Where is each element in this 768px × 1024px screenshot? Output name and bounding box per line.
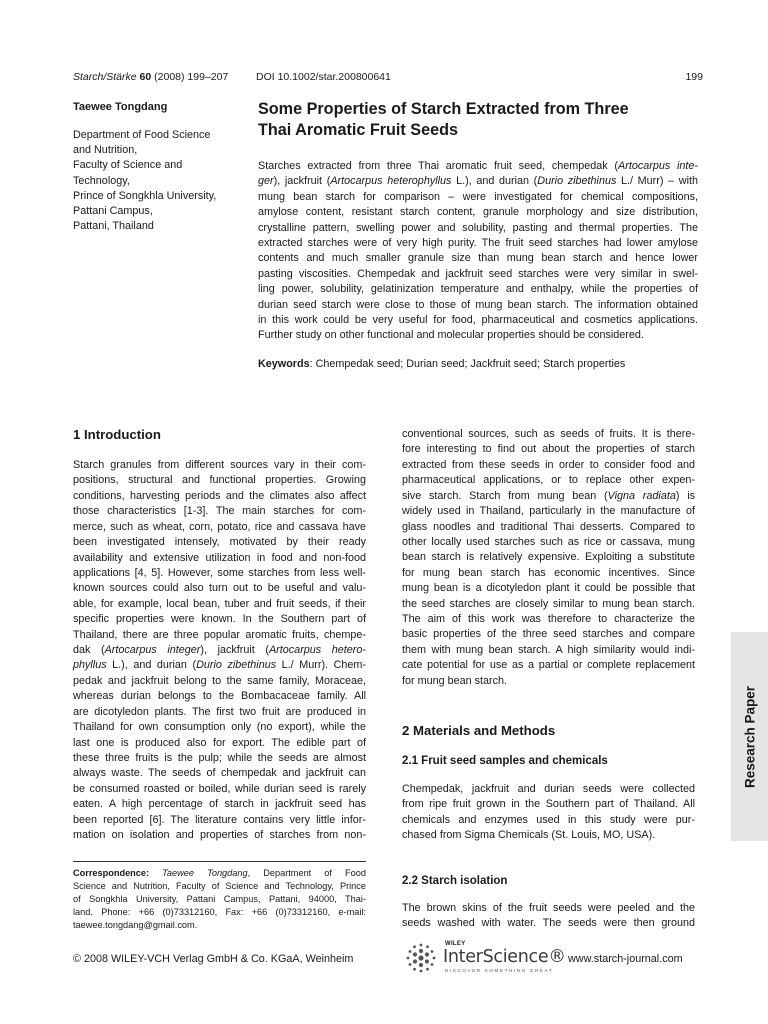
text-line: and Nutrition, xyxy=(73,144,138,157)
text-line: other locally used starches such as rice or cassava, mung xyxy=(402,535,695,548)
text-line: for mung bean starch. xyxy=(402,674,508,687)
text-line: durian seed starch were close to those of mung bean starch. The information obtained xyxy=(258,298,698,311)
introduction-continued-text xyxy=(402,427,695,689)
keywords-label: Keywords xyxy=(258,358,310,370)
text-line: are dicotyledon plants. The first two fruit are produced in xyxy=(73,705,366,718)
keywords-text: : Chempedak seed; Durian seed; Jackfruit seed; Starch properties xyxy=(309,358,626,370)
abstract xyxy=(258,159,698,344)
doi[interactable]: DOI 10.1002/star.200800641 xyxy=(256,71,391,83)
footnote-divider xyxy=(73,861,366,862)
text-line: Starches extracted from three Thai aromatic fruit seed, chempedak (Artocarpus inte- xyxy=(258,160,698,172)
subsection-heading-samples: 2.1 Fruit seed samples and chemicals xyxy=(402,755,608,767)
text-line: ling power, solubility, gelatinization temperature and enthalpy, while the properties of xyxy=(258,283,698,296)
text-line: crystalline pattern, swelling power and solubility, pasting and thermal properties. The xyxy=(258,221,698,234)
text-line: Pattani, Thailand xyxy=(73,220,154,233)
introduction-text xyxy=(73,458,366,844)
globe-icon xyxy=(405,942,437,974)
text-line: those characteristics [1-3]. The main starches for com- xyxy=(73,505,366,518)
text-line: Science and Nutrition, Faculty of Science and Technology, Prince xyxy=(73,881,366,891)
interscience-wordmark: InterScience® xyxy=(443,947,566,967)
keywords xyxy=(258,358,698,370)
text-line: specific properties were known. In the Southern part of xyxy=(73,613,366,626)
copyright: © 2008 WILEY-VCH Verlag GmbH & Co. KGaA, Weinheim xyxy=(73,953,354,965)
text-line: Faculty of Science and xyxy=(73,159,183,172)
text-line: Thailand for own consumption only (no export), while the xyxy=(73,721,366,734)
text-line: The brown skins of the fruit seeds were peeled and the xyxy=(402,902,695,914)
text-line: Some Properties of Starch Extracted from Three xyxy=(258,100,629,118)
author-name: Taewee Tongdang xyxy=(73,101,168,113)
text-line: been reported [6]. The literature contains very little infor- xyxy=(73,813,366,826)
text-line: applications [4, 5]. However, some starches from less well- xyxy=(73,566,366,579)
text-line: always waste. The seeds of chempedak and jackfruit can xyxy=(73,767,366,780)
text-line: be consumed roasted or boiled, while durian seed is rarely xyxy=(73,782,366,795)
affiliation xyxy=(73,128,243,234)
text-line: Prince of Songkhla University, xyxy=(73,189,217,202)
text-line: land. Phone: +66 (0)73312160, Fax: +66 (0)73312160, e-mail: xyxy=(73,907,366,917)
text-line: chemicals and enzymes used in this study were pur- xyxy=(402,813,695,826)
side-tab-label: Research Paper xyxy=(742,685,757,788)
text-line: pharmaceutical applications, or to replace other expen- xyxy=(402,474,695,487)
text-line: fore interesting to find out about the properties of starch xyxy=(402,443,695,456)
subsection-heading-isolation: 2.2 Starch isolation xyxy=(402,875,508,887)
text-line: widely used in Thailand, particularly in the manufacture of xyxy=(402,505,695,518)
text-line: ger), jackfruit (Artocarpus heterophyllus L.), and durian (Durio zibethinus L./ Murr) – with xyxy=(258,175,698,188)
text-line: mung bean is a dicotyledon plant it could be possible that xyxy=(402,582,695,595)
wiley-wordmark: WILEY xyxy=(445,941,466,947)
text-line: from ripe fruit grown in the Southern part of Thailand. All xyxy=(402,798,695,811)
text-line: Pattani Campus, xyxy=(73,205,153,218)
text-line: Chempedak, jackfruit and durian seeds were collected xyxy=(402,783,695,795)
text-line: seeds washed with water. The seeds were then ground xyxy=(402,917,695,930)
volume: 60 xyxy=(139,71,152,83)
wiley-interscience-logo[interactable] xyxy=(405,940,566,976)
text-line: of Songkhla University, Pattani Campus, Pattani, 94000, Thai- xyxy=(73,894,366,904)
text-line: extracted from these seeds in order to consider food and xyxy=(402,458,695,471)
text-line: for mung bean starch has economic incentives. Since xyxy=(402,566,695,579)
text-line: chased from Sigma Chemicals (St. Louis, MO, USA). xyxy=(402,829,656,842)
text-line: last one is produced also for export. The edible part of xyxy=(73,736,366,749)
text-line: conventional sources, such as seeds of fruits. It is there- xyxy=(402,428,695,440)
text-line: mation on isolation and properties of starches from non- xyxy=(73,829,366,842)
text-line: them with mung bean starch. A high similarity would indi- xyxy=(402,643,695,656)
text-line: Thailand, there are three popular aromatic fruits, chempe- xyxy=(73,628,366,641)
text-line: dak (Artocarpus integer), jackfruit (Artocarpus hetero- xyxy=(73,644,366,657)
text-line: taewee.tongdang@gmail.com. xyxy=(73,920,198,930)
text-line: in this work could be very useful for food, pharmaceutical and cosmetics applications. xyxy=(258,314,698,327)
text-line: conditions, harvesting periods and the climates also affect xyxy=(73,489,366,502)
text-line: sive starch. Starch from mung bean (Vigna radiata) is xyxy=(402,489,695,502)
text-line: Starch granules from different sources vary in their com- xyxy=(73,459,366,471)
journal-website-link[interactable]: www.starch-journal.com xyxy=(568,953,683,965)
text-line: these three fruits is the pulp; while the seeds are almost xyxy=(73,752,366,765)
text-line: pedak and jackfruit belong to the same family, Moraceae, xyxy=(73,674,366,687)
samples-text xyxy=(402,782,695,844)
text-line: extracted starches were of very high purity. The fruit seed starches had lower amylose xyxy=(258,237,698,250)
text-line: Thai Aromatic Fruit Seeds xyxy=(258,121,458,139)
text-line: mung bean starch for comparison – were investigated for chemical compositions, xyxy=(258,190,698,203)
journal-citation xyxy=(73,71,228,83)
paper-title xyxy=(258,99,698,141)
text-line: Department of Food Science xyxy=(73,129,211,141)
running-header xyxy=(73,71,703,85)
page-number: 199 xyxy=(685,71,703,83)
text-line: cate potential for use as a partial or complete replacement xyxy=(402,659,695,672)
text-line: Technology, xyxy=(73,174,130,187)
text-line: availability and extensive utilization in food and non-food xyxy=(73,551,366,564)
text-line: been investigated intensely, motivated by their ready xyxy=(73,536,366,549)
journal-name: Starch/Stärke xyxy=(73,71,137,83)
section-side-tab xyxy=(731,632,768,841)
wiley-tagline: DISCOVER SOMETHING GREAT xyxy=(445,968,554,973)
section-heading-introduction: 1 Introduction xyxy=(73,427,161,442)
text-line: pasting viscosities. Chempedak and jackfruit seed starches were very similar in swel- xyxy=(258,267,698,280)
text-line: glass noodles and traditional Thai desserts. Compared to xyxy=(402,520,695,533)
text-line: Further study on other functional and molecular properties should be considered. xyxy=(258,329,644,342)
text-line: the seed starches are closely similar to mung bean starch. xyxy=(402,597,695,610)
text-line: phyllus L.), and durian (Durio zibethinus L./ Murr). Chem- xyxy=(73,659,366,672)
text-line: basic properties of the three seed starches and compare xyxy=(402,628,695,641)
isolation-text xyxy=(402,901,695,932)
section-heading-methods: 2 Materials and Methods xyxy=(402,723,556,738)
text-line: The aim of this work was therefore to characterize the xyxy=(402,613,695,626)
text-line: contents and much smaller granule size than mung bean starch and hence lower xyxy=(258,252,698,265)
text-line: Correspondence: Taewee Tongdang, Department of Food xyxy=(73,868,366,878)
text-line: known sources could also turn out to be useful and valu- xyxy=(73,582,366,595)
text-line: merce, such as wheat, corn, potato, rice and cassava have xyxy=(73,520,366,533)
text-line: able, for example, local bean, tuber and fruit seeds, if their xyxy=(73,597,366,610)
text-line: whereas durian belongs to the Bombacaceae family. All xyxy=(73,690,366,703)
text-line: bean starch is relatively expensive. Exploiting a substitute xyxy=(402,551,695,564)
text-line: positions, structural and functional properties. Growing xyxy=(73,474,366,487)
text-line: amylose content, resistant starch content, granule morphology and size distribution, xyxy=(258,206,698,219)
correspondence-note xyxy=(73,867,366,932)
year-pages: (2008) 199–207 xyxy=(154,71,229,83)
text-line: eaten. A high percentage of starch in jackfruit seed has xyxy=(73,798,366,811)
